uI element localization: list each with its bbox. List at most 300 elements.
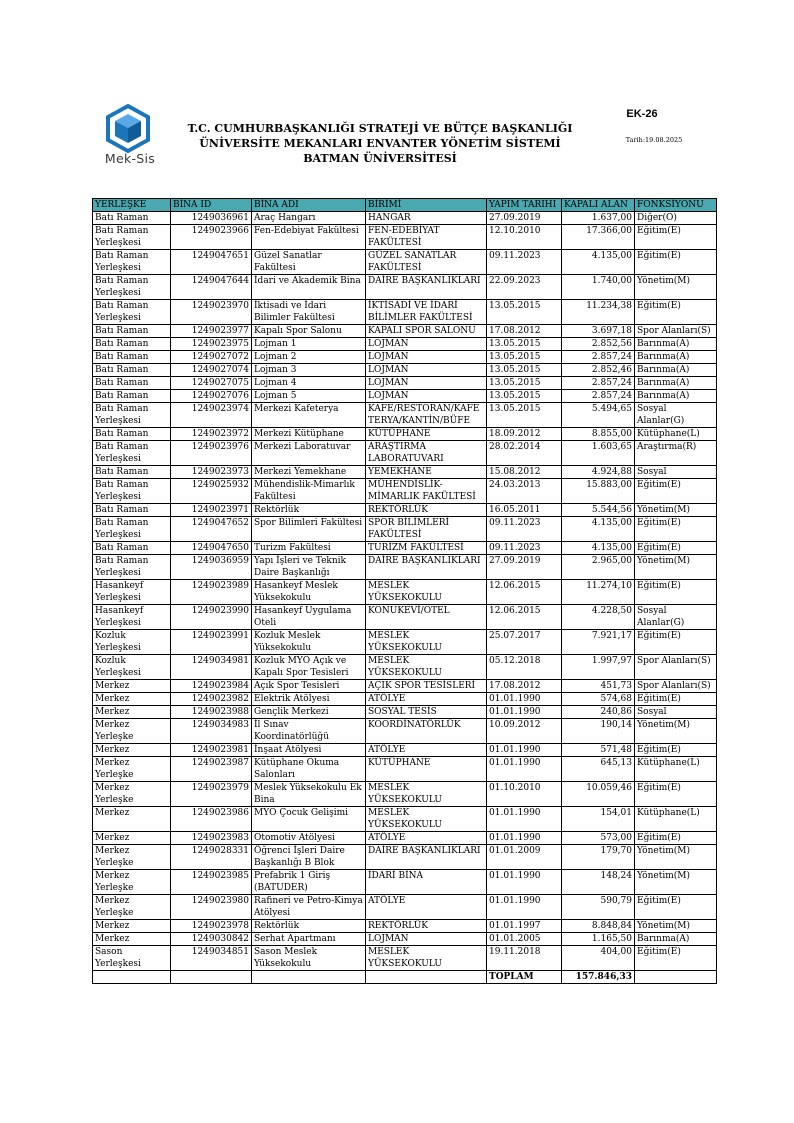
table-row [93,428,717,441]
table-cell: Batı Raman [93,377,171,390]
table-row [93,555,717,580]
table-cell: 190,14 [562,719,635,744]
table-row [93,870,717,895]
table-cell: 4.924,88 [562,466,635,479]
table-cell: 1249023972 [171,428,252,441]
table-cell: 590,79 [562,895,635,920]
table-cell: Batı Raman Yerleşkesi [93,517,171,542]
table-cell: Merkez [93,832,171,845]
table-cell: 1.637,00 [562,212,635,225]
table-cell: İDARİ BİNA [366,870,487,895]
table-row [93,757,717,782]
column-header: BİRİMİ [366,199,487,212]
table-cell: 1249023977 [171,325,252,338]
table-cell: Hasankeyf Yerleşkesi [93,580,171,605]
table-cell: 1249023983 [171,832,252,845]
table-cell: 12.06.2015 [487,580,562,605]
table-cell: 13.05.2015 [487,403,562,428]
table-cell: Batı Raman [93,466,171,479]
table-row [93,719,717,744]
table-cell: MESLEK YÜKSEKOKULU [366,580,487,605]
table-cell: 2.852,56 [562,338,635,351]
table-cell: DAİRE BAŞKANLIKLARI [366,845,487,870]
table-cell: Öğrenci İşleri Daire Başkanlığı B Blok [252,845,366,870]
table-cell: 1249023989 [171,580,252,605]
table-cell: Mühendislik-Mimarlık Fakültesi [252,479,366,504]
table-cell: Batı Raman [93,542,171,555]
table-cell: 11.234,38 [562,300,635,325]
empty-cell [252,971,366,984]
table-cell: Batı Raman Yerleşkesi [93,300,171,325]
table-cell: Batı Raman [93,390,171,403]
table-cell: Yönetim(M) [635,845,717,870]
table-cell: 1249023976 [171,441,252,466]
table-cell: 4.228,50 [562,605,635,630]
table-cell: 1249023986 [171,807,252,832]
table-cell: 09.11.2023 [487,542,562,555]
table-cell: 1.165,50 [562,933,635,946]
table-cell: 1249023981 [171,744,252,757]
table-cell: Spor Alanları(S) [635,680,717,693]
table-cell: 1249047652 [171,517,252,542]
table-cell: DAİRE BAŞKANLIKLARI [366,275,487,300]
table-cell: SPOR BİLİMLERİ FAKÜLTESİ [366,517,487,542]
table-cell: 7.921,17 [562,630,635,655]
table-cell: Batı Raman [93,338,171,351]
table-cell: 1249023970 [171,300,252,325]
table-cell: 24.03.2013 [487,479,562,504]
table-cell: 17.08.2012 [487,325,562,338]
table-cell: 1249027072 [171,351,252,364]
table-header-row [93,199,717,212]
table-cell: İl Sınav Koordinatörlüğü [252,719,366,744]
column-header: KAPALI ALAN [562,199,635,212]
table-cell: ARAŞTIRMA LABORATUVARI [366,441,487,466]
table-cell: 01.01.1990 [487,706,562,719]
table-cell: Lojman 2 [252,351,366,364]
table-cell: KOORDİNATÖRLÜK [366,719,487,744]
table-cell: Prefabrik 1 Giriş (BATUDER) [252,870,366,895]
table-row [93,479,717,504]
table-row [93,680,717,693]
table-cell: 1249023975 [171,338,252,351]
table-cell: 8.848,84 [562,920,635,933]
table-cell: Eğitim(E) [635,250,717,275]
table-cell: MESLEK YÜKSEKOKULU [366,807,487,832]
table-cell: 1249023984 [171,680,252,693]
table-cell: Eğitim(E) [635,580,717,605]
table-cell: Hasankeyf Yerleşkesi [93,605,171,630]
table-cell: 8.855,00 [562,428,635,441]
table-cell: 1249027074 [171,364,252,377]
table-cell: 1249023990 [171,605,252,630]
table-cell: 645,13 [562,757,635,782]
table-cell: 10.09.2012 [487,719,562,744]
table-cell: Batı Raman [93,364,171,377]
table-row [93,225,717,250]
table-row [93,325,717,338]
table-cell: Merkez [93,680,171,693]
table-cell: Yapı İşleri ve Teknik Daire Başkanlığı [252,555,366,580]
table-cell: Yönetim(M) [635,275,717,300]
table-cell: 12.06.2015 [487,605,562,630]
table-cell: 1249023985 [171,870,252,895]
table-cell: Sason Yerleşkesi [93,946,171,971]
table-cell: 2.857,24 [562,377,635,390]
table-cell: KAFE/RESTORAN/KAFE TERYA/KANTİN/BÜFE [366,403,487,428]
table-cell: 27.09.2019 [487,555,562,580]
table-cell: Merkez [93,933,171,946]
table-cell: Fen-Edebiyat Fakültesi [252,225,366,250]
table-cell: MESLEK YÜKSEKOKULU [366,630,487,655]
table-cell: Merkez [93,706,171,719]
table-cell: 17.366,00 [562,225,635,250]
table-row [93,895,717,920]
table-cell: 451,73 [562,680,635,693]
column-header: FONKSİYONU [635,199,717,212]
table-cell: Batı Raman [93,504,171,517]
table-cell: 01.01.2005 [487,933,562,946]
table-cell: 01.01.1990 [487,807,562,832]
table-cell: Eğitim(E) [635,895,717,920]
table-cell: 15.883,00 [562,479,635,504]
table-cell: SOSYAL TESİS [366,706,487,719]
table-cell: Eğitim(E) [635,542,717,555]
title-line-2: ÜNİVERSİTE MEKANLARI ENVANTER YÖNETİM SİSTEMİ [199,137,561,150]
table-cell: 4.135,00 [562,517,635,542]
document-title [180,121,580,166]
table-cell: Merkez [93,920,171,933]
table-cell: Merkez Yerleşke [93,870,171,895]
table-cell: Barınma(A) [635,351,717,364]
table-cell: LOJMAN [366,351,487,364]
table-cell: Barınma(A) [635,338,717,351]
table-cell: Merkez Yerleşke [93,757,171,782]
table-cell: İktisadi ve İdari Bilimler Fakültesi [252,300,366,325]
title-line-1: T.C. CUMHURBAŞKANLIĞI STRATEJİ VE BÜTÇE BAŞKANLIĞI [187,122,573,135]
table-cell: Sason Meslek Yüksekokulu [252,946,366,971]
table-cell: MYO Çocuk Gelişimi [252,807,366,832]
table-cell: Yönetim(M) [635,870,717,895]
table-cell: Merkez Yerleşke [93,845,171,870]
table-cell: Otomotiv Atölyesi [252,832,366,845]
table-cell: 1.603,65 [562,441,635,466]
table-cell: Merkez Yerleşke [93,719,171,744]
table-cell: TURİZM FAKÜLTESİ [366,542,487,555]
table-cell: Meslek Yüksekokulu Ek Bina [252,782,366,807]
table-cell: Eğitim(E) [635,693,717,706]
table-cell: MESLEK YÜKSEKOKULU [366,782,487,807]
table-cell: Merkezi Laboratuvar [252,441,366,466]
table-row [93,403,717,428]
table-row [93,655,717,680]
table-cell: Batı Raman [93,428,171,441]
table-cell: 148,24 [562,870,635,895]
table-cell: FEN-EDEBİYAT FAKÜLTESİ [366,225,487,250]
table-cell: 13.05.2015 [487,300,562,325]
table-cell: 2.857,24 [562,351,635,364]
table-cell: 01.01.1997 [487,920,562,933]
total-label: TOPLAM [487,971,562,984]
column-header: BİNA ID [171,199,252,212]
table-cell: Yönetim(M) [635,504,717,517]
table-cell: 05.12.2018 [487,655,562,680]
table-cell: MESLEK YÜKSEKOKULU [366,655,487,680]
table-cell: MÜHENDİSLİK-MİMARLIK FAKÜLTESİ [366,479,487,504]
table-cell: İdari ve Akademik Bina [252,275,366,300]
table-row [93,504,717,517]
table-cell: ATÖLYE [366,832,487,845]
table-row [93,441,717,466]
table-cell: MESLEK YÜKSEKOKULU [366,946,487,971]
table-row [93,364,717,377]
table-cell: 1249023974 [171,403,252,428]
table-cell: KÜTÜPHANE [366,757,487,782]
table-cell: 1249047651 [171,250,252,275]
table-row [93,580,717,605]
table-cell: 573,00 [562,832,635,845]
table-cell: 154,01 [562,807,635,832]
table-cell: Eğitim(E) [635,946,717,971]
table-cell: 2.857,24 [562,390,635,403]
table-cell: 01.01.1990 [487,744,562,757]
table-cell: 2.965,00 [562,555,635,580]
table-cell: Kütüphane(L) [635,428,717,441]
table-row [93,250,717,275]
table-cell: 1249023978 [171,920,252,933]
table-cell: Araştırma(R) [635,441,717,466]
table-cell: 27.09.2019 [487,212,562,225]
table-cell: REKTÖRLÜK [366,504,487,517]
table-cell: HANGAR [366,212,487,225]
table-cell: 5.494,65 [562,403,635,428]
empty-cell [93,971,171,984]
table-cell: Lojman 1 [252,338,366,351]
table-cell: İKTİSADİ VE İDARİ BİLİMLER FAKÜLTESİ [366,300,487,325]
table-row [93,466,717,479]
table-row [93,832,717,845]
table-cell: Merkez [93,744,171,757]
table-cell: 01.01.1990 [487,757,562,782]
table-cell: 15.08.2012 [487,466,562,479]
table-row [93,845,717,870]
table-row [93,275,717,300]
table-cell: 13.05.2015 [487,390,562,403]
table-row [93,338,717,351]
table-cell: Eğitim(E) [635,517,717,542]
table-cell: 1249036961 [171,212,252,225]
table-cell: Rektörlük [252,504,366,517]
table-cell: 1249023973 [171,466,252,479]
table-cell: 01.10.2010 [487,782,562,807]
table-cell: 1249034851 [171,946,252,971]
table-row [93,605,717,630]
table-cell: Hasankeyf Meslek Yüksekokulu [252,580,366,605]
table-cell: Lojman 3 [252,364,366,377]
table-cell: Merkez Yerleşke [93,782,171,807]
table-cell: GÜZEL SANATLAR FAKÜLTESİ [366,250,487,275]
table-cell: LOJMAN [366,390,487,403]
table-cell: 2.852,46 [562,364,635,377]
table-cell: 1249025932 [171,479,252,504]
table-cell: 11.274,10 [562,580,635,605]
table-row [93,542,717,555]
table-cell: Eğitim(E) [635,744,717,757]
table-cell: Araç Hangarı [252,212,366,225]
table-cell: Kozluk MYO Açık ve Kapalı Spor Tesisleri [252,655,366,680]
table-cell: Rektörlük [252,920,366,933]
column-header: YAPIM TARIHI [487,199,562,212]
table-cell: Eğitim(E) [635,225,717,250]
table-cell: Spor Alanları(S) [635,655,717,680]
table-cell: 1.997,97 [562,655,635,680]
table-cell: Batı Raman [93,212,171,225]
table-cell: Diğer(O) [635,212,717,225]
table-row [93,807,717,832]
table-cell: Kozluk Yerleşkesi [93,655,171,680]
table-cell: Barınma(A) [635,933,717,946]
table-cell: 01.01.1990 [487,895,562,920]
table-cell: Merkezi Kafeterya [252,403,366,428]
logo-text: Mek-Sis [104,151,156,166]
title-line-3: BATMAN ÜNİVERSİTESİ [303,152,457,165]
table-cell: Kütüphane Okuma Salonları [252,757,366,782]
table-cell: Batı Raman Yerleşkesi [93,250,171,275]
table-cell: Eğitim(E) [635,479,717,504]
table-cell: 18.09.2012 [487,428,562,441]
table-cell: 01.01.1990 [487,870,562,895]
table-cell: 1.740,00 [562,275,635,300]
table-cell: 1249027075 [171,377,252,390]
table-cell: KONUKEVİ/OTEL [366,605,487,630]
table-cell: 5.544,56 [562,504,635,517]
table-cell: Kozluk Yerleşkesi [93,630,171,655]
table-cell: 574,68 [562,693,635,706]
table-cell: Yönetim(M) [635,555,717,580]
table-cell: 1249047650 [171,542,252,555]
table-cell: 28.02.2014 [487,441,562,466]
table-cell: ATÖLYE [366,693,487,706]
table-cell: Açık Spor Tesisleri [252,680,366,693]
table-cell: 10.059,46 [562,782,635,807]
table-cell: LOJMAN [366,933,487,946]
table-cell: 3.697,18 [562,325,635,338]
table-cell: DAİRE BAŞKANLIKLARI [366,555,487,580]
table-cell: LOJMAN [366,364,487,377]
table-row [93,693,717,706]
table-row [93,351,717,364]
table-cell: Batı Raman [93,325,171,338]
table-cell: Merkezi Kütüphane [252,428,366,441]
table-cell: Batı Raman Yerleşkesi [93,225,171,250]
table-cell: Batı Raman Yerleşkesi [93,555,171,580]
total-row [93,971,717,984]
table-cell: 01.01.1990 [487,693,562,706]
table-cell: 13.05.2015 [487,351,562,364]
table-cell: Spor Bilimleri Fakültesi [252,517,366,542]
table-cell: Batı Raman Yerleşkesi [93,275,171,300]
table-cell: 1249023988 [171,706,252,719]
table-cell: Sosyal [635,706,717,719]
table-cell: Batı Raman Yerleşkesi [93,403,171,428]
column-header: YERLEŞKE [93,199,171,212]
table-cell: 4.135,00 [562,542,635,555]
table-cell: Elektrik Atölyesi [252,693,366,706]
table-cell: Spor Alanları(S) [635,325,717,338]
table-cell: 1249028331 [171,845,252,870]
table-row [93,782,717,807]
table-cell: Yönetim(M) [635,920,717,933]
table-cell: 19.11.2018 [487,946,562,971]
table-row [93,517,717,542]
empty-cell [171,971,252,984]
table-row [93,920,717,933]
table-cell: Eğitim(E) [635,300,717,325]
table-cell: Lojman 5 [252,390,366,403]
table-cell: REKTÖRLÜK [366,920,487,933]
table-cell: Merkez [93,807,171,832]
table-row [93,706,717,719]
table-cell: 25.07.2017 [487,630,562,655]
date-label: Tarih:19.08.2025 [625,136,683,144]
table-cell: 01.01.1990 [487,832,562,845]
table-cell: ATÖLYE [366,744,487,757]
empty-cell [366,971,487,984]
table-cell: Merkezi Yemekhane [252,466,366,479]
table-cell: 09.11.2023 [487,517,562,542]
table-cell: Lojman 4 [252,377,366,390]
table-cell: Kozluk Meslek Yüksekokulu [252,630,366,655]
table-cell: Rafineri ve Petro-Kimya Atölyesi [252,895,366,920]
table-cell: 1249034981 [171,655,252,680]
table-cell: İnşaat Atölyesi [252,744,366,757]
table-cell: Eğitim(E) [635,630,717,655]
table-row [93,630,717,655]
table-cell: 13.05.2015 [487,338,562,351]
table-cell: Yönetim(M) [635,719,717,744]
table-cell: 01.01.2009 [487,845,562,870]
table-cell: 240,86 [562,706,635,719]
table-cell: LOJMAN [366,377,487,390]
table-cell: 16.05.2011 [487,504,562,517]
column-header: BİNA ADI [252,199,366,212]
table-cell: 179,70 [562,845,635,870]
building-inventory-table [92,198,717,984]
table-cell: 13.05.2015 [487,364,562,377]
table-cell: 4.135,00 [562,250,635,275]
table-cell: Güzel Sanatlar Fakültesi [252,250,366,275]
table-cell: Merkez Yerleşke [93,895,171,920]
table-cell: Merkez [93,693,171,706]
table-cell: Batı Raman Yerleşkesi [93,441,171,466]
table-cell: Barınma(A) [635,364,717,377]
table-row [93,390,717,403]
table-cell: KAPALI SPOR SALONU [366,325,487,338]
table-row [93,933,717,946]
table-cell: 1249023980 [171,895,252,920]
table-cell: Batı Raman [93,351,171,364]
table-cell: Serhat Apartmanı [252,933,366,946]
table-cell: Kütüphane(L) [635,807,717,832]
table-cell: Eğitim(E) [635,782,717,807]
table-cell: Turizm Fakültesi [252,542,366,555]
table-cell: Gençlik Merkezi [252,706,366,719]
table-cell: 09.11.2023 [487,250,562,275]
table-cell: 1249036959 [171,555,252,580]
table-cell: Barınma(A) [635,377,717,390]
table-cell: 22.09.2023 [487,275,562,300]
table-cell: YEMEKHANE [366,466,487,479]
